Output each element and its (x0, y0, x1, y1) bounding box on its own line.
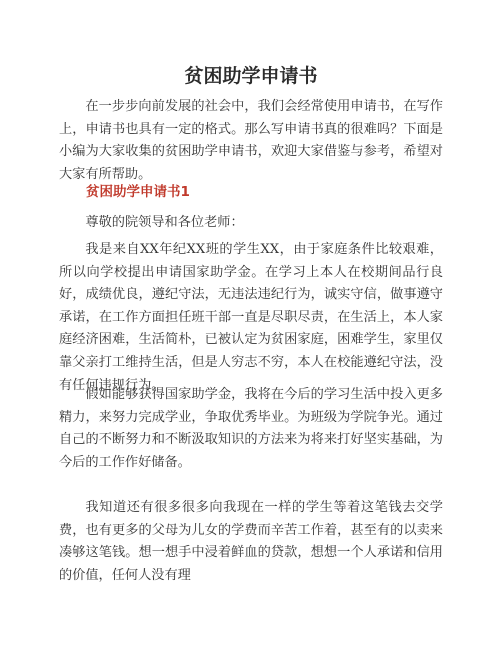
section-heading: 贫困助学申请书1 (86, 184, 190, 200)
salutation: 尊敬的院领导和各位老师： (85, 215, 244, 230)
intro-paragraph: 在一步步向前发展的社会中，我们会经常使用申请书，在写作上，申请书也具有一定的格式。那么写申请书真的很难吗？下面是小编为大家收集的贫困助学申请书，欢迎大家借鉴与参考，希望对大家有所帮助。 (59, 99, 443, 182)
document-title: 贫困助学申请书 (184, 65, 318, 87)
body-paragraph-1: 我是来自XX年纪XX班的学生XX，由于家庭条件比较艰难，所以向学校提出申请国家助学金。在学习上本人在校期间品行良好，成绩优良，遵纪守法，无违法违纪行为，诚实守信，做事遵守承诺，在工作方面担任班干部一直是尽职尽责，在生活上，本人家庭经济困难，生活简朴，已被认定为贫困家庭，困难学生，家里仅靠父亲打工维持生活，但是人穷志不穷，本人在校能遵纪守法，没有任何违规行为。 (59, 242, 443, 393)
body-paragraph-3: 我知道还有很多很多向我现在一样的学生等着这笔钱去交学费，也有更多的父母为儿女的学费而辛苦工作着，甚至有的以卖来凑够这笔钱。想一想手中浸着鲜血的贷款，想想一个人承诺和信用的价值，任何人没有理 (59, 500, 443, 583)
body-paragraph-2: 假如能够获得国家助学金，我将在今后的学习生活中投入更多精力，来努力完成学业，争取优秀毕业。为班级为学院争光。通过自己的不断努力和不断汲取知识的方法来为将来打好坚实基础，为今后的工作作好储备。 (59, 387, 443, 470)
